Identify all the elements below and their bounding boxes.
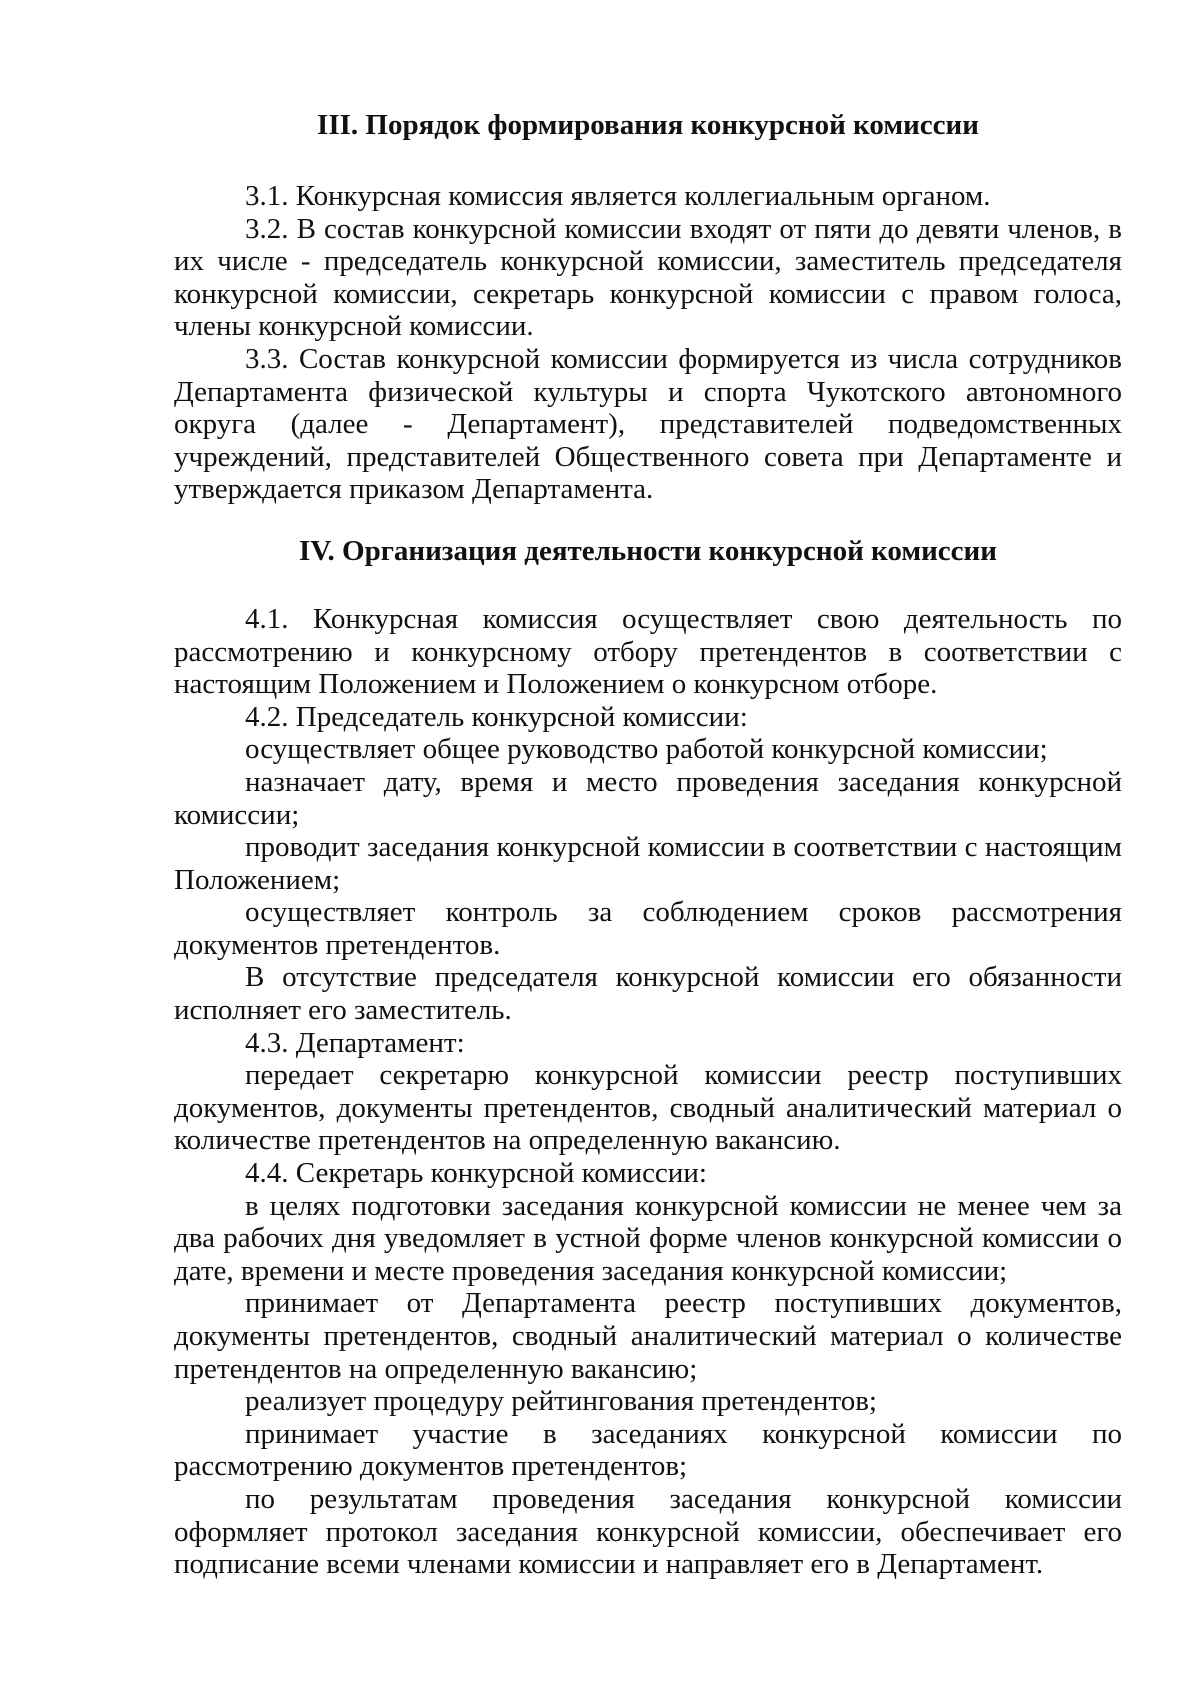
document-body: [174, 108, 1122, 1581]
paragraph-4-4-item: по результатам проведения заседания конкурсной комиссии оформляет протокол заседания конкурсной комиссии, обеспечивает его подписание всеми членами комиссии и направляет его в Департамент.: [174, 1482, 1122, 1581]
paragraph-4-4-item: в целях подготовки заседания конкурсной комиссии не менее чем за два рабочих дня уведомляет в устной форме членов конкурсной комиссии о дате, времени и месте проведения заседания конкурсной комиссии;: [174, 1189, 1122, 1287]
paragraph-4-2-item: проводит заседания конкурсной комиссии в соответствии с настоящим Положением;: [174, 831, 1122, 896]
paragraph-3-2: 3.2. В состав конкурсной комиссии входят от пяти до девяти членов, в их числе - председатель конкурсной комиссии, заместитель председателя конкурсной комиссии, секретарь конкурсной комиссии с правом голоса, члены конкурсной комиссии.: [174, 212, 1122, 343]
paragraph-4-2-item: назначает дату, время и место проведения заседания конкурсной комиссии;: [174, 765, 1122, 831]
paragraph-4-1: 4.1. Конкурсная комиссия осуществляет свою деятельность по рассмотрению и конкурсному отбору претендентов в соответствии с настоящим Положением и Положением о конкурсном отборе.: [174, 602, 1122, 701]
paragraph-4-2-item: осуществляет контроль за соблюдением сроков рассмотрения документов претендентов.: [174, 896, 1122, 961]
paragraph-4-3: 4.3. Департамент:: [245, 1026, 465, 1059]
paragraph-3-3: 3.3. Состав конкурсной комиссии формируется из числа сотрудников Департамента физической культуры и спорта Чукотского автономного округа (далее - Департамент), представителей подведомственных учреждений, представителей Общественного совета при Департаменте и утверждается приказом Департамента.: [174, 342, 1122, 506]
paragraph-4-3-item: передает секретарю конкурсной комиссии реестр поступивших документов, документы претендентов, сводный аналитический материал о количестве претендентов на определенную вакансию.: [174, 1059, 1122, 1157]
paragraph-4-4-item: реализует процедуру рейтингования претендентов;: [245, 1385, 877, 1418]
paragraph-4-2: 4.2. Председатель конкурсной комиссии:: [245, 700, 748, 733]
paragraph-4-4-item: принимает от Департамента реестр поступивших документов, документы претендентов, сводный аналитический материал о количестве претендентов на определенную вакансию;: [174, 1287, 1122, 1385]
paragraph-4-2-note: В отсутствие председателя конкурсной комиссии его обязанности исполняет его заместитель.: [174, 961, 1122, 1027]
paragraph-4-4: 4.4. Секретарь конкурсной комиссии:: [245, 1157, 707, 1190]
paragraph-4-4-item: принимает участие в заседаниях конкурсной комиссии по рассмотрению документов претендентов;: [174, 1417, 1122, 1483]
paragraph-4-2-item: осуществляет общее руководство работой конкурсной комиссии;: [245, 733, 1048, 766]
section-4-title: IV. Организация деятельности конкурсной комиссии: [299, 534, 997, 567]
section-3-title: III. Порядок формирования конкурсной комиссии: [317, 109, 979, 141]
paragraph-3-1: 3.1. Конкурсная комиссия является коллегиальным органом.: [245, 180, 991, 212]
